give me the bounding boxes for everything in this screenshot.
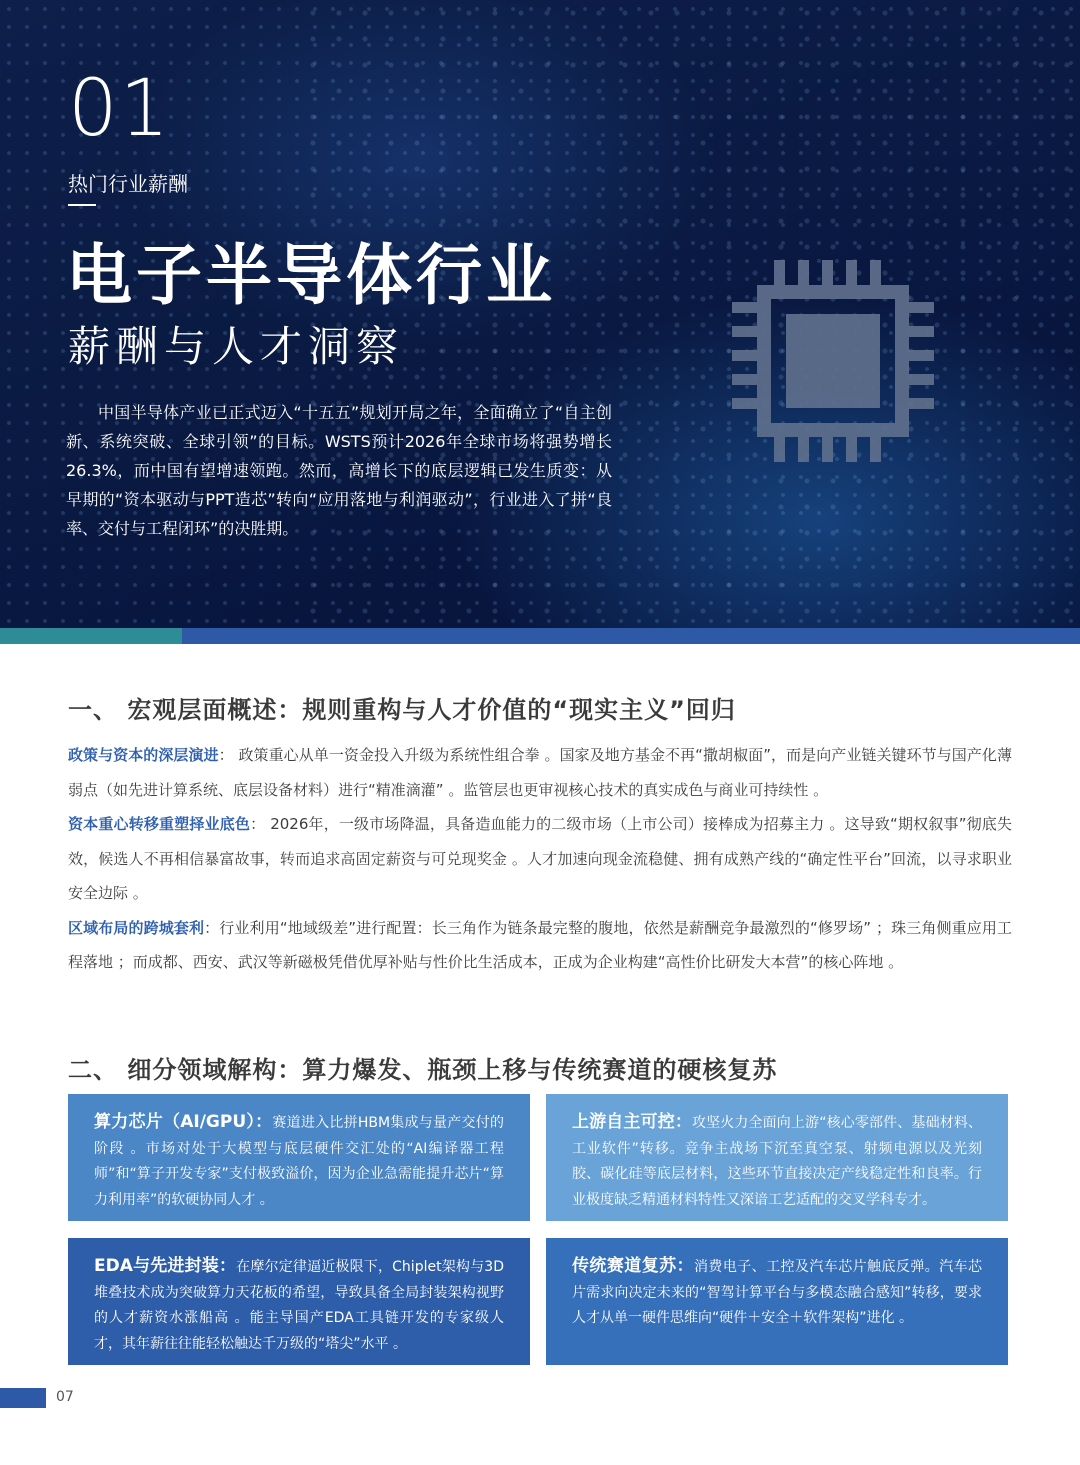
card-text: 攻坚火力全面向上游“核心零部件、基础材料、工业软件”转移。竞争主战场下沉至真空泵、射频电源以及光刻胶、碳化硅等底层材料，这些环节直接决定产线稳定性和良率。行业极度缺乏精通材料特性又深谙工艺适配的交叉学科专才。 bbox=[572, 1115, 982, 1208]
section-1-body bbox=[68, 738, 1012, 980]
card-title: 算力芯片（AI/GPU）： bbox=[94, 1112, 273, 1132]
accent-band-teal bbox=[0, 628, 182, 644]
section-1-heading: 一、 宏观层面概述：规则重构与人才价值的“现实主义”回归 bbox=[68, 696, 736, 724]
accent-band-blue bbox=[182, 628, 1080, 644]
card-text: 赛道进入比拼HBM集成与量产交付的阶段 。市场对处于大模型与底层硬件交汇处的“AI编译器工程师”和“算子开发专家”支付极致溢价，因为企业急需能提升芯片“算力利用率”的软硬协同人才 。 bbox=[94, 1115, 504, 1208]
card-eda-packaging bbox=[68, 1238, 530, 1365]
chapter-category: 热门行业薪酬 bbox=[68, 172, 188, 196]
paragraph-lead: 资本重心转移重塑择业底色 bbox=[68, 815, 251, 833]
page-number-bar bbox=[0, 1388, 46, 1408]
paragraph-text: ：行业利用“地域级差”进行配置：长三角作为链条最完整的腹地，依然是薪酬竞争最激烈的“修罗场” ；珠三角侧重应用工程落地 ；而成都、西安、武汉等新磁极凭借优厚补贴与性价比生活成本，正成为企业构建“高性价比研发大本营”的核心阵地 。 bbox=[68, 918, 1012, 971]
hero-banner bbox=[0, 0, 1080, 628]
paragraph-lead: 区域布局的跨城套利 bbox=[68, 918, 205, 937]
paragraph-regional-layout bbox=[68, 911, 1012, 980]
card-title: 上游自主可控： bbox=[572, 1112, 692, 1132]
intro-paragraph: 中国半导体产业已正式迈入“十五五”规划开局之年，全面确立了“自主创新、系统突破、全球引领”的目标。WSTS预计2026年全球市场将强势增长26.3%，而中国有望增速领跑。然而，高增长下的底层逻辑已发生质变：从早期的“资本驱动与PPT造芯”转向“应用落地与利润驱动”，行业进入了拼“良率、交付与工程闭环”的决胜期。 bbox=[66, 403, 612, 538]
paragraph-text: ： 2026年，一级市场降温，具备造血能力的二级市场（上市公司）接棒成为招募主力 。这导致“期权叙事”彻底失效，候选人不再相信暴富故事，转而追求高固定薪资与可兑现奖金 。人才加速向现金流稳健、拥有成熟产线的“确定性平台”回流，以寻求职业安全边际 。 bbox=[68, 815, 1012, 902]
card-upstream-control bbox=[546, 1094, 1008, 1221]
card-text: 消费电子、工控及汽车芯片触底反弹。汽车芯片需求向决定未来的“智驾计算平台与多模态融合感知”转移，要求人才从单一硬件思维向“硬件＋安全＋软件架构”进化 。 bbox=[572, 1259, 983, 1326]
card-traditional-recovery bbox=[546, 1238, 1008, 1365]
paragraph-policy-capital bbox=[68, 738, 1012, 807]
page-title: 电子半导体行业 bbox=[66, 237, 556, 314]
title-divider bbox=[68, 204, 96, 206]
card-compute-chips bbox=[68, 1094, 530, 1221]
card-title: 传统赛道复苏： bbox=[572, 1256, 694, 1276]
page-subtitle: 薪酬与人才洞察 bbox=[68, 322, 405, 371]
paragraph-capital-shift bbox=[68, 807, 1012, 911]
section-2-heading: 二、 细分领域解构：算力爆发、瓶颈上移与传统赛道的硬核复苏 bbox=[68, 1056, 778, 1084]
paragraph-text: ： 政策重心从单一资金投入升级为系统性组合拳 。国家及地方基金不再“撒胡椒面”，而是向产业链关键环节与国产化薄弱点（如先进计算系统、底层设备材料）进行“精准滴灌” 。监管层也更审视核心技术的真实成色与商业可持续性 。 bbox=[68, 746, 1012, 799]
chip-icon bbox=[728, 256, 938, 466]
card-title: EDA与先进封装： bbox=[94, 1256, 237, 1276]
paragraph-lead: 政策与资本的深层演进 bbox=[68, 746, 219, 764]
card-text: 在摩尔定律逼近极限下，Chiplet架构与3D堆叠技术成为突破算力天花板的希望，导致具备全局封装架构视野的人才薪资水涨船高 。能主导国产EDA工具链开发的专家级人才，其年薪往往能轻松触达千万级的“塔尖”水平 。 bbox=[94, 1259, 504, 1352]
page-number: 07 bbox=[56, 1389, 74, 1405]
chapter-number: 01 bbox=[68, 64, 172, 154]
